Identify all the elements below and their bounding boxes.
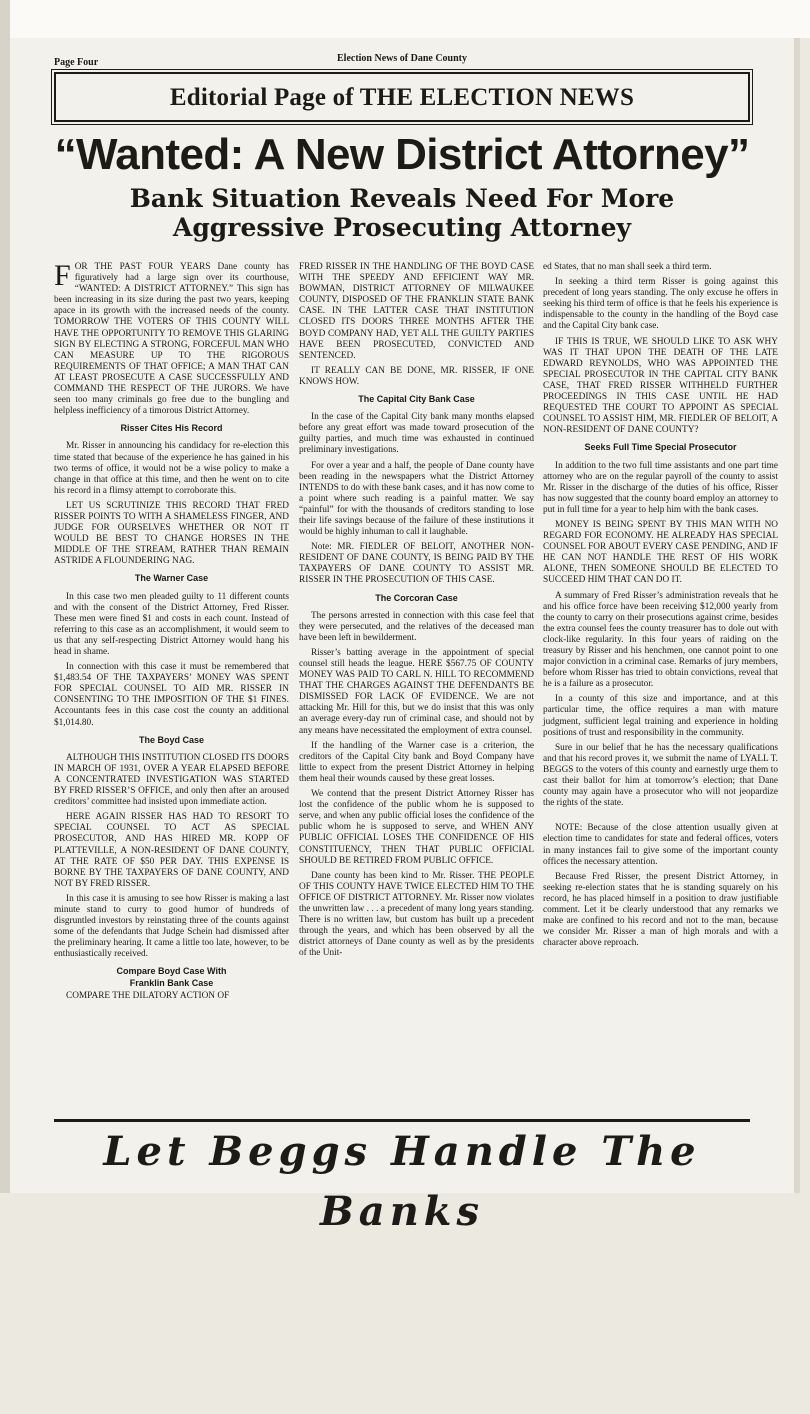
section-heading bbox=[54, 966, 289, 988]
section-heading: The Capital City Bank Case bbox=[358, 394, 475, 405]
section-heading: Seeks Full Time Special Prosecutor bbox=[584, 442, 737, 453]
paragraph: We contend that the present District Attorney Risser has lost the confidence of the public whom he is supposed to serve, and when any public official loses the confidence of the public whom he is supposed to serve, and WHEN ANY PUBLIC OFFICIAL LOSES THE CONFIDENCE OF HIS CONSTITUENCY, THEN THAT PUBLIC OFFICIAL SHOULD BE RETIRED FROM PUBLIC OFFICE. bbox=[299, 789, 534, 866]
heading-line: Franklin Bank Case bbox=[129, 977, 214, 988]
paragraph: MONEY IS BEING SPENT BY THIS MAN WITH NO REGARD FOR ECONOMY. HE ALREADY HAS SPECIAL COUNSEL FOR ABOUT EVERY CASE PENDING, AND IF HE CAN NOT HANDLE THE REST OF HIS WORK ALONE, THEN SOMEONE SHOULD BE ELECTED TO SUCCEED HIM THAT CAN DO IT. bbox=[543, 519, 778, 586]
editorial-banner bbox=[54, 72, 750, 122]
torn-paper-edge bbox=[10, 0, 810, 38]
headline: “Wanted: A New District Attorney” bbox=[54, 130, 750, 179]
paragraph: FRED RISSER IN THE HANDLING OF THE BOYD CASE WITH THE SPEEDY AND EFFICIENT WAY MR. BOWMAN, DISTRICT ATTORNEY OF MILWAUKEE COUNTY, DISPOSED OF THE FRANKLIN STATE BANK CASE. IN THE LATTER CASE THAT INSTITUTION CLOSED ITS DOORS THREE MONTHS AFTER THE BOYD COMPANY HAD, YET ALL THE GUILTY PARTIES HAVE BEEN PROSECUTED, CONVICTED AND SENTENCED. bbox=[299, 262, 534, 361]
paragraph: A summary of Fred Risser’s administration reveals that he and his office force have been receiving $12,000 yearly from the county to carry on their prosecutions against crime, besides the extra counsel fees the county treasurer has to dole out with clock-like regularity. In this four years of raiding on the treasury by Risser and his henchmen, one cannot point to one major conviction in a criminal case. Remarks of jury members, before whom Risser has tried to obtain convictions, reveal that he is a failure as a prosecutor. bbox=[543, 590, 778, 690]
paper-name: Election News of Dane County bbox=[337, 53, 467, 64]
page-number: Page Four bbox=[54, 57, 99, 68]
subhead-line-2: Aggressive Prosecuting Attorney bbox=[172, 213, 632, 242]
column-2 bbox=[299, 262, 534, 963]
paragraph: HERE AGAIN RISSER HAS HAD TO RESORT TO SPECIAL COUNSEL TO ACT AS SPECIAL PROSECUTOR, AND HAS HIRED MR. KOPP OF PLATTEVILLE, A NON-RESIDENT OF DANE COUNTY, AT THE RATE OF $50 PER DAY. THIS EXPENSE IS BORNE BY THE TAXPAYERS OF DANE COUNTY, AND NOT BY FRED RISSER. bbox=[54, 812, 289, 889]
running-head bbox=[54, 53, 750, 71]
paragraph: IT REALLY CAN BE DONE, MR. RISSER, IF ONE KNOWS HOW. bbox=[299, 365, 534, 387]
paragraph: Sure in our belief that he has the necessary qualifications and that his record proves it, we submit the name of LYALL T. BEGGS to the voters of this county and earnestly urge them to cast their ballot for him at tomorrow’s election; that Dane county may again have a prosecutor who will not jeopardize the rights of the state. bbox=[543, 742, 778, 809]
paragraph: The persons arrested in connection with this case feel that they were persecuted, and the relatives of the deceased man have been left in bewilderment. bbox=[299, 610, 534, 643]
section-heading: Risser Cites His Record bbox=[120, 423, 223, 434]
paragraph: In addition to the two full time assistants and one part time attorney who are on the regular payroll of the county to assist Mr. Risser in the discharge of the duties of his office, Risser has now suggested that the county board employ an attorney to put in full time for a year to help him with the bank cases. bbox=[543, 460, 778, 515]
paragraph: IF THIS IS TRUE, WE SHOULD LIKE TO ASK WHY WAS IT THAT UPON THE DEATH OF THE LATE EDWARD REYNOLDS, WHO WAS APPOINTED THE SPECIAL PROSECUTOR IN THE CAPITAL CITY BANK CASE, THAT FRED RISSER WITHHELD FURTHER PROCEEDINGS IN THIS CASE UNTIL HE HAD REQUESTED THE COURT TO APPOINT AS SPECIAL COUNSEL TO ASSIST HIM, MR. FIEDLER OF BELOIT, A NON-RESIDENT OF DANE COUNTY? bbox=[543, 336, 778, 436]
heading-line: Compare Boyd Case With bbox=[116, 966, 227, 977]
paragraph: For over a year and a half, the people of Dane county have been reading in the newspapers what the District Attorney INTENDS to do with these bank cases, and it has now come to a point where such reading is a painful matter. We say “painful” for with the thousands of creditors standing to lose their life savings because of the failure of these institutions it would be highly inhuman to call it laughable. bbox=[299, 460, 534, 538]
paragraph: If the handling of the Warner case is a criterion, the creditors of the Capital City bank and Boyd Company have little to expect from the present District Attorney in helping them heal their wounds caused by these great losses. bbox=[299, 740, 534, 784]
paragraph: ALTHOUGH THIS INSTITUTION CLOSED ITS DOORS IN MARCH OF 1931, OVER A YEAR ELAPSED BEFORE A CONCENTRATED INVESTIGATION WAS STARTED BY FRED RISSER’S OFFICE, and only then after an aroused creditors’ committee had insisted upon immediate action. bbox=[54, 752, 289, 808]
column-3 bbox=[543, 262, 778, 953]
paragraph: Mr. Risser in announcing his candidacy for re-election this time stated that because of the experience he has gained in his two terms of office, it would not be a wise policy to make a change in that office at this time, and then he went on to cite his record in a flimsy attempt to corroborate this. bbox=[54, 441, 289, 496]
subhead-line-1: Bank Situation Reveals Need For More bbox=[129, 184, 675, 213]
paragraph: NOTE: Because of the close attention usually given at election time to candidates for state and federal offices, voters in many instances fail to give some of the important county offices the necessary attention. bbox=[543, 823, 778, 867]
paragraph: In seeking a third term Risser is going against this precedent of long years standing. The only excuse he offers in seeking his third term of office is that he feels his experience is indispensable to the county in the handling of the Boyd case and the Capital City bank case. bbox=[543, 277, 778, 332]
section-heading: The Boyd Case bbox=[138, 734, 205, 745]
paragraph: In this case two men pleaded guilty to 11 different counts and with the consent of the District Attorney, Fred Risser. These men were fined $1 and costs in each count. Instead of referring to this case as an accomplishment, it would seem to us that any self-respecting District Attorney would hang his head in shame. bbox=[54, 591, 289, 657]
paragraph: Because Fred Risser, the present District Attorney, in seeking re-election states that he is standing squarely on his record, he has placed himself in a position to draw justifiable comment. Let it be clearly understood that any remarks we make are confined to his record and not to the man, because we consider Mr. Risser a man of high morals and with a character above reproach. bbox=[543, 871, 778, 949]
paragraph: Dane county has been kind to Mr. Risser. THE PEOPLE OF THIS COUNTY HAVE TWICE ELECTED HIM TO THE OFFICE OF DISTRICT ATTORNEY. Mr. Risser now violates the unwritten law . . . a precedent of many long years standing. There is no written law, but custom has built up a precedent through the years, and which has been observed by all the district attorneys of Dane county as well as by the presidents of the Unit- bbox=[299, 870, 534, 959]
footer-slogan: Let Beggs Handle The Banks bbox=[103, 1128, 701, 1235]
drop-cap: F bbox=[54, 259, 71, 292]
paragraph: In this case it is amusing to see how Risser is making a last minute stand to curry to good humor of hundreds of disgruntled investors by reinstating three of the counts against some of the defendants that Judge Schein had dismissed after the preliminary hearing. It came a little too late, however, to be enthusiastically received. bbox=[54, 893, 289, 960]
subheadline bbox=[70, 184, 734, 242]
paragraph bbox=[54, 259, 289, 417]
section-heading: The Warner Case bbox=[134, 573, 209, 584]
paragraph-text: OR THE PAST FOUR YEARS Dane county has figuratively had a large sign over its courthouse, “WANTED: A DISTRICT ATTORNEY.” This sign has been increasing in its size during the past two years, keeping apace in its growth with the increased needs of the county. TOMORROW THE VOTERS OF THIS COUNTY WILL HAVE THE OPPORTUNITY TO REMOVE THIS GLARING SIGN BY ELECTING A STRONG, FORCEFUL MAN WHO CAN MEASURE UP TO THE RIGOROUS REQUIREMENTS OF THAT OFFICE; A MAN THAT CAN AT LEAST PROSECUTE A CASE SUCCESSFULLY AND COMMAND THE RESPECT OF THE JURORS. We have seen too many criminals go free due to the bungling and helpless inefficiency of a timorous District Attorney. bbox=[54, 262, 289, 417]
paragraph: In a county of this size and importance, and at this particular time, the office requires a man with mature judgment, sufficient legal training and experience in holding positions of trust and responsibility in the community. bbox=[543, 694, 778, 738]
paragraph: Note: MR. FIEDLER OF BELOIT, ANOTHER NON-RESIDENT OF DANE COUNTY, IS BEING PAID BY THE TAXPAYERS OF DANE COUNTY TO ASSIST MR. RISSER IN THE PROSECUTION OF THIS CASE. bbox=[299, 542, 534, 586]
section-heading: The Corcoran Case bbox=[375, 592, 458, 603]
paragraph: COMPARE THE DILATORY ACTION OF bbox=[66, 990, 230, 1001]
banner-title: Editorial Page of THE ELECTION NEWS bbox=[169, 84, 635, 111]
paragraph: LET US SCRUTINIZE THIS RECORD THAT FRED RISSER POINTS TO WITH A SHAMELESS FINGER, AND JUDGE FOR OURSELVES WHETHER OR NOT IT WOULD BE BEST TO CHANGE HORSES IN THE MIDDLE OF THE STREAM, RATHER THAN REMAIN ASTRIDE A FLOUNDERING NAG. bbox=[54, 500, 289, 567]
paragraph: In connection with this case it must be remembered that $1,483.54 OF THE TAXPAYERS’ MONEY WAS SPENT FOR SPECIAL COUNSEL TO AID MR. RISSER IN CONSENTING TO THE IMPOSITION OF THE $1 FINES. Accountants fees in this case cost the county an additional $1,014.80. bbox=[54, 662, 289, 728]
column-1 bbox=[54, 259, 289, 1006]
paragraph: Risser’s batting average in the appointment of special counsel still heads the league. HERE $567.75 OF COUNTY MONEY WAS PAID TO CARL N. HILL TO RECOMMEND THAT THE CHARGES AGAINST THE DEFENDANTS BE DISMISSED FOR LACK OF EVIDENCE. We are not attacking Mr. Hill for this, but we do insist that this was only an average every-day run of criminal case, and should not by any means have necessitated the employment of extra counsel. bbox=[299, 647, 534, 736]
paragraph: ed States, that no man shall seek a third term. bbox=[543, 262, 712, 272]
paragraph: In the case of the Capital City bank many months elapsed before any great effort was made toward prosecution of the guilty parties, and much time was exhausted in continued preliminary investigations. bbox=[299, 412, 534, 456]
